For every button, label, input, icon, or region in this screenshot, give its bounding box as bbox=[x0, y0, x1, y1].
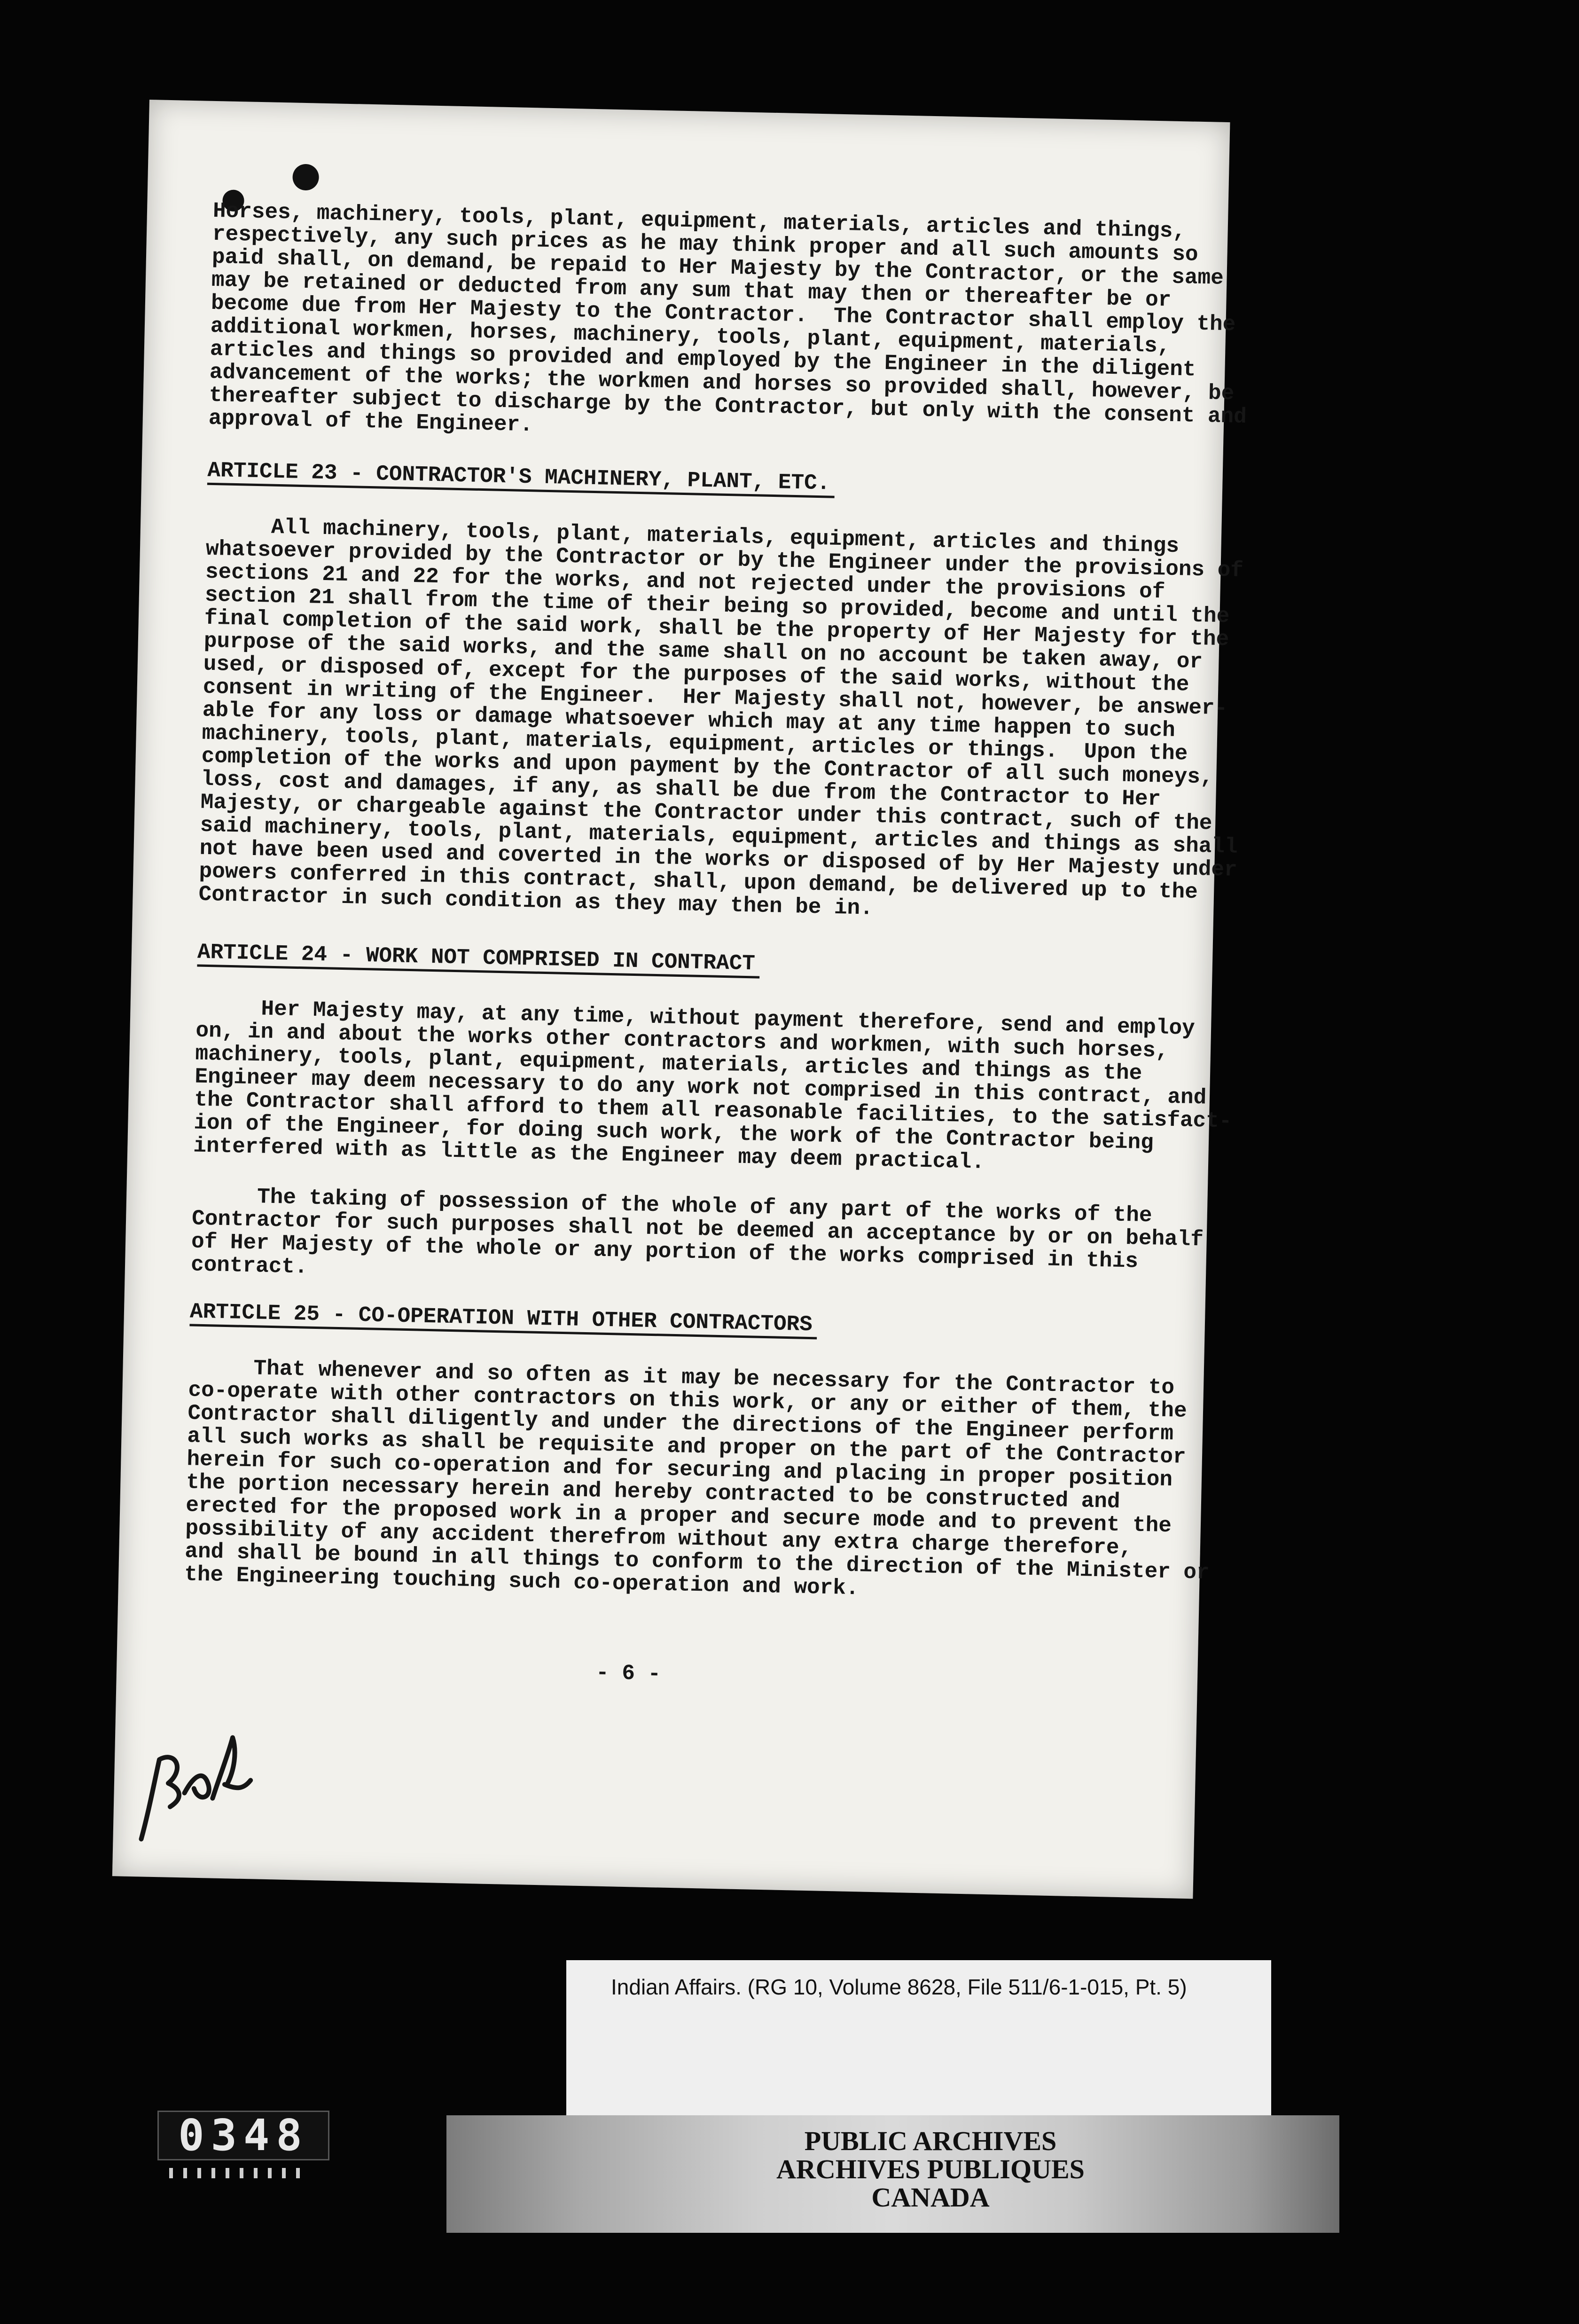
article-25-paragraph: That whenever and so often as it may be necessary for the Contractor to co-operate with other contractors on this work, or any or either of them, the Contractor shall diligently and under the directions of the Engineer perform all such works as shall be requisite and proper on the part of the Contractor herein for such co-operation and for securing and placing in proper position the portion necessary herein and hereby contracted to be constructed and erected for the proposed work in a proper and secure mode and to prevent the possibility of any accident therefrom without any extra charge therefore, and shall be bound in all things to conform to the direction of the Minister or the Engineering touching such co-operation and work. bbox=[184, 1355, 1210, 1601]
article-24-heading: ARTICLE 24 - WORK NOT COMPRISED IN CONTRACT bbox=[197, 940, 760, 979]
archive-citation: Indian Affairs. (RG 10, Volume 8628, File 511/6-1-015, Pt. 5) bbox=[611, 1975, 1187, 1999]
frame-counter-ticks bbox=[169, 2168, 310, 2182]
article-25-heading: ARTICLE 25 - CO-OPERATION WITH OTHER CONTRACTORS bbox=[189, 1299, 817, 1339]
article-23-paragraph: All machinery, tools, plant, materials, equipment, articles and things whatsoever provided by the Contractor or by the Engineer under the provisions of sections 21 and 22 for the works, and not rejected under the provisions of section 21 shall from the time of their being so provided, become and until the final completion of the said work, shall be the property of Her Majesty for the purpose of the said works, and the same shall on no account be taken away, or used, or disposed of, except for the purposes of the said works, without the consent in writing of the Engineer. Her Majesty shall not, however, be answer- able for any loss or damage whatsoever which may at any time happen to such machinery, tools, plant, materials, equipment, articles or things. Upon the completion of the works and upon payment by the Contractor of all such moneys, loss, cost and damages, if any, as shall be due from the Contractor to Her Majesty, or chargeable against the Contractor under this contract, such of the said machinery, tools, plant, materials, equipment, articles and things as shall not have been used and coverted in the works or disposed of by Her Majesty under powers conferred in this contract, shall, upon demand, be delivered up to the Contractor in such condition as they may then be in. bbox=[198, 513, 1244, 921]
article-23-heading: ARTICLE 23 - CONTRACTOR'S MACHINERY, PLANT, ETC. bbox=[207, 458, 835, 498]
archives-stamp-line-2: ARCHIVES PUBLIQUES bbox=[776, 2154, 1085, 2184]
archives-stamp-line-1: PUBLIC ARCHIVES bbox=[804, 2126, 1057, 2156]
archives-stamp-line-3: CANADA bbox=[871, 2182, 990, 2213]
frame-number: 0348 bbox=[178, 2110, 309, 2160]
article-24-paragraph-1: Her Majesty may, at any time, without payment therefore, send and employ on, in and about the works other contractors and workmen, with such horses, machinery, tools, plant, equipment, materials, articles and things as the Engineer may deem necessary to do any work not comprised in this contract, and the Contractor shall afford to them all reasonable facilities, to the satisfact- ion of the Engineer, for doing such work, the work of the Contractor being interfered with as little as the Engineer may deem practical. bbox=[193, 995, 1232, 1175]
punch-hole bbox=[292, 164, 319, 190]
document-page bbox=[112, 100, 1247, 1899]
handwritten-initials bbox=[113, 1716, 313, 1861]
archives-stamp bbox=[728, 2127, 1133, 2212]
article-24-paragraph-2: The taking of possession of the whole of any part of the works of the Contractor for such purposes shall not be deemed an acceptance by or on behalf of Her Majesty of the whole or any portion of the works comprised in this contract. bbox=[190, 1183, 1204, 1280]
archive-citation-card bbox=[566, 1960, 1271, 2115]
page-number: - 6 - bbox=[595, 1660, 661, 1687]
intro-paragraph: Horses, machinery, tools, plant, equipment, materials, articles and things, respectively, any such prices as he may think proper and all such amounts so paid shall, on demand, be repaid to Her Majesty by the Contractor, or the same may be retained or deducted from any sum that may then or thereafter be or become due from Her Majesty to the Contractor. The Contractor shall employ the additional workmen, horses, machinery, tools, plant, equipment, materials, articles and things so provided and employed by the Engineer in the diligent advancement of the works; the workmen and horses so provided shall, however, be thereafter subject to discharge by the Contractor, but only with the consent and approval of the Engineer. bbox=[208, 198, 1247, 438]
frame-number-counter bbox=[157, 2111, 329, 2160]
